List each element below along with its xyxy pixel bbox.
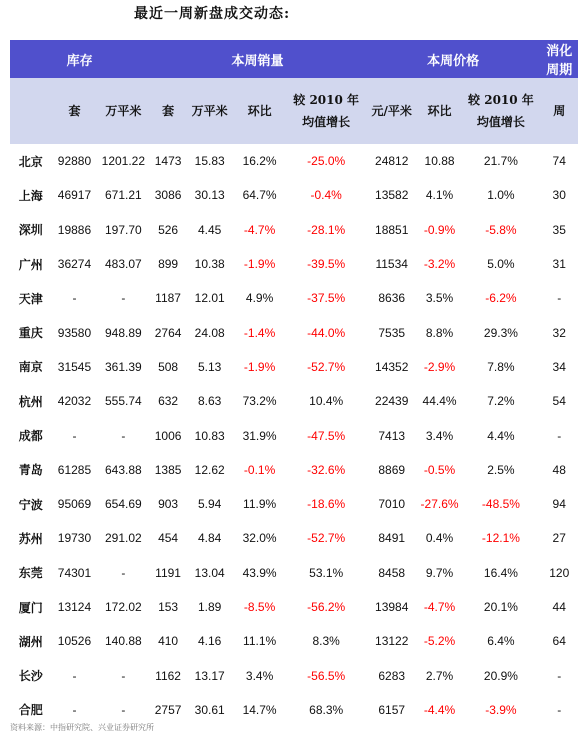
- price-cell: 22439: [375, 394, 409, 409]
- digest-cycle-cell: 48: [552, 462, 566, 477]
- price-vs2010-cell: 2.5%: [487, 462, 515, 477]
- sales-units-cell: 508: [158, 359, 179, 374]
- sales-area-cell: 30.13: [194, 188, 225, 203]
- table-row: [10, 384, 578, 418]
- table-row: [10, 658, 578, 692]
- inventory-units-cell: 19886: [57, 222, 92, 237]
- header-digest-cycle: 消化周期: [540, 40, 578, 78]
- sales-wow-cell: 14.7%: [242, 702, 277, 717]
- sales-units-cell: 1162: [155, 668, 181, 683]
- digest-cycle-cell: 35: [552, 222, 566, 237]
- page-title: 最近一周新盘成交动态:: [134, 6, 291, 22]
- sales-vs2010-cell: -18.6%: [307, 497, 346, 512]
- inventory-area-cell: 361.39: [105, 359, 142, 374]
- price-vs2010-cell: -5.8%: [485, 222, 517, 237]
- inventory-units-cell: 31545: [57, 359, 92, 374]
- price-cell: 8458: [378, 565, 406, 580]
- sales-area-cell: 30.61: [194, 702, 225, 717]
- sales-wow-cell: 11.9%: [243, 497, 277, 512]
- sales-units-cell: 1385: [154, 462, 182, 477]
- sales-units-cell: 1187: [155, 291, 181, 306]
- price-wow-cell: 0.4%: [425, 531, 454, 546]
- digest-cycle-cell: 64: [552, 634, 566, 649]
- sales-vs2010-cell: -56.2%: [307, 600, 346, 614]
- table-row: [10, 590, 578, 624]
- table-body: [10, 144, 578, 727]
- inventory-units-cell: 95069: [57, 497, 92, 512]
- sales-wow-cell: 4.9%: [245, 291, 274, 306]
- sales-wow-cell: 11.1%: [243, 634, 277, 649]
- subheader-city: [10, 78, 52, 144]
- inventory-area-cell: 555.74: [105, 394, 142, 409]
- price-wow-cell: -2.9%: [423, 359, 456, 374]
- sales-area-cell: 13.17: [194, 668, 225, 683]
- sales-units-cell: 2764: [154, 325, 182, 340]
- city-cell: 天津: [18, 291, 43, 306]
- inventory-area-cell: -: [121, 428, 126, 443]
- price-cell: 8869: [378, 462, 406, 477]
- digest-cycle-cell: 120: [549, 565, 570, 580]
- inventory-units-cell: 74301: [57, 565, 92, 580]
- digest-cycle-cell: -: [557, 291, 562, 306]
- price-cell: 7010: [378, 497, 406, 512]
- inventory-units-cell: 10526: [57, 634, 92, 649]
- price-cell: 13984: [375, 600, 409, 614]
- header-weekly-price: 本周价格: [366, 40, 541, 78]
- table-row: [10, 247, 578, 281]
- sales-vs2010-cell: -32.6%: [307, 462, 346, 477]
- table-row: [10, 624, 578, 658]
- sales-units-cell: 526: [158, 222, 179, 237]
- subheader-sales-area: 万平米: [187, 78, 233, 144]
- inventory-area-cell: 1201.22: [101, 154, 146, 169]
- sub-header-row: [10, 78, 578, 144]
- header-inventory: 库存: [10, 40, 149, 78]
- digest-cycle-cell: -: [557, 428, 562, 443]
- inventory-units-cell: -: [72, 291, 77, 306]
- sales-units-cell: 2757: [154, 702, 182, 717]
- source-footnote: 资料来源：中指研究院、兴业证券研究所: [10, 723, 154, 732]
- price-cell: 8636: [378, 291, 406, 306]
- price-wow-cell: -3.2%: [423, 257, 456, 272]
- sales-area-cell: 24.08: [194, 325, 225, 340]
- sales-vs2010-cell: 10.4%: [309, 394, 344, 409]
- inventory-area-cell: 654.69: [105, 497, 142, 512]
- table-row: [10, 281, 578, 315]
- subheader-sales-wow: 环比: [233, 78, 287, 144]
- city-cell: 长沙: [18, 669, 43, 684]
- price-vs2010-cell: 16.4%: [483, 565, 518, 580]
- sales-vs2010-cell: 53.1%: [309, 565, 344, 580]
- sales-units-cell: 454: [158, 531, 179, 546]
- city-cell: 厦门: [18, 600, 43, 615]
- inventory-area-cell: -: [121, 565, 126, 580]
- digest-cycle-cell: 31: [552, 257, 566, 272]
- inventory-area-cell: 948.89: [105, 325, 142, 340]
- inventory-area-cell: 643.88: [105, 462, 142, 477]
- city-cell: 东莞: [18, 566, 43, 581]
- price-cell: 6283: [378, 668, 406, 683]
- data-table: [10, 40, 578, 727]
- inventory-area-cell: -: [121, 668, 126, 683]
- subheader-sales-vs2010: 较 2010 年 均值增长: [287, 78, 366, 144]
- header-group-row: [10, 40, 578, 78]
- inventory-units-cell: 46917: [57, 188, 92, 203]
- sales-wow-cell: 31.9%: [242, 428, 277, 443]
- city-cell: 苏州: [18, 531, 43, 546]
- subheader-price-wow: 环比: [418, 78, 462, 144]
- price-cell: 13122: [375, 634, 409, 649]
- city-cell: 深圳: [18, 223, 43, 238]
- table-row: [10, 418, 578, 452]
- table-row: [10, 556, 578, 590]
- inventory-units-cell: 92880: [57, 154, 92, 169]
- city-cell: 成都: [18, 429, 43, 444]
- city-cell: 广州: [18, 257, 43, 272]
- inventory-area-cell: 197.70: [105, 222, 142, 237]
- price-wow-cell: 10.88: [424, 154, 455, 169]
- sales-wow-cell: 73.2%: [242, 394, 277, 409]
- sales-units-cell: 1473: [154, 154, 182, 169]
- table-row: [10, 144, 578, 178]
- subheader-price: 元/平米: [366, 78, 418, 144]
- price-wow-cell: -4.7%: [423, 600, 456, 614]
- sales-vs2010-cell: 68.3%: [309, 702, 344, 717]
- digest-cycle-cell: -: [557, 668, 562, 683]
- table-row: [10, 213, 578, 247]
- subheader-sales-units: 套: [149, 78, 186, 144]
- sales-vs2010-cell: -52.7%: [307, 531, 346, 546]
- price-vs2010-cell: -3.9%: [485, 702, 517, 717]
- sales-vs2010-cell: -28.1%: [307, 222, 346, 237]
- price-vs2010-cell: 5.0%: [487, 257, 515, 272]
- inventory-area-cell: 671.21: [105, 188, 142, 203]
- price-wow-cell: -27.6%: [420, 497, 459, 512]
- sales-wow-cell: -4.7%: [243, 222, 276, 237]
- digest-cycle-cell: 44: [552, 600, 566, 614]
- city-cell: 上海: [18, 188, 43, 203]
- header-weekly-sales: 本周销量: [149, 40, 365, 78]
- city-cell: 重庆: [18, 326, 43, 341]
- sales-units-cell: 903: [158, 497, 179, 512]
- table-row: [10, 453, 578, 487]
- sales-vs2010-cell: -47.5%: [307, 428, 346, 443]
- price-cell: 7413: [378, 428, 406, 443]
- inventory-units-cell: 13124: [57, 600, 92, 614]
- price-vs2010-cell: 1.0%: [487, 188, 515, 203]
- price-wow-cell: 3.4%: [425, 428, 454, 443]
- sales-wow-cell: 3.4%: [245, 668, 274, 683]
- price-wow-cell: 44.4%: [422, 394, 457, 409]
- city-cell: 北京: [18, 154, 43, 169]
- inventory-units-cell: -: [72, 428, 77, 443]
- sales-wow-cell: 64.7%: [242, 188, 277, 203]
- inventory-area-cell: 140.88: [105, 634, 142, 649]
- price-wow-cell: -5.2%: [423, 634, 456, 649]
- price-vs2010-cell: -48.5%: [481, 497, 520, 512]
- sales-area-cell: 8.63: [198, 394, 222, 409]
- price-vs2010-cell: 20.9%: [483, 668, 518, 683]
- price-cell: 24812: [375, 154, 409, 169]
- price-cell: 7535: [378, 325, 406, 340]
- inventory-units-cell: 36274: [57, 257, 92, 272]
- sales-area-cell: 4.16: [198, 634, 222, 649]
- inventory-area-cell: -: [121, 291, 126, 306]
- price-cell: 14352: [375, 359, 409, 374]
- sales-area-cell: 13.04: [194, 565, 225, 580]
- price-vs2010-cell: -6.2%: [485, 291, 517, 306]
- subheader-weeks: 周: [540, 78, 578, 144]
- sales-wow-cell: -1.9%: [243, 257, 276, 272]
- digest-cycle-cell: 54: [552, 394, 566, 409]
- price-vs2010-cell: 20.1%: [483, 600, 518, 614]
- table-row: [10, 315, 578, 349]
- sales-area-cell: 4.45: [198, 222, 222, 237]
- price-vs2010-cell: 7.8%: [487, 359, 515, 374]
- digest-cycle-cell: 30: [552, 188, 566, 203]
- inventory-area-cell: 172.02: [105, 600, 142, 614]
- inventory-units-cell: -: [72, 668, 77, 683]
- subheader-units: 套: [52, 78, 98, 144]
- city-cell: 宁波: [18, 497, 43, 512]
- city-cell: 合肥: [18, 703, 43, 718]
- sales-units-cell: 632: [158, 394, 179, 409]
- sales-wow-cell: -0.1%: [243, 462, 276, 477]
- digest-cycle-cell: 32: [552, 325, 566, 340]
- price-vs2010-cell: 29.3%: [483, 325, 518, 340]
- digest-cycle-cell: 34: [552, 359, 566, 374]
- price-vs2010-cell: -12.1%: [481, 531, 520, 546]
- sales-area-cell: 15.83: [194, 154, 225, 169]
- digest-cycle-cell: 74: [552, 154, 566, 169]
- sales-area-cell: 5.13: [198, 359, 222, 374]
- price-wow-cell: -0.5%: [423, 462, 456, 477]
- price-vs2010-cell: 6.4%: [487, 634, 515, 649]
- sales-vs2010-cell: -39.5%: [307, 257, 346, 272]
- city-cell: 青岛: [18, 463, 43, 478]
- price-wow-cell: 2.7%: [425, 668, 454, 683]
- sales-area-cell: 10.83: [194, 428, 225, 443]
- digest-cycle-cell: 27: [552, 531, 566, 546]
- sales-wow-cell: -1.4%: [243, 325, 276, 340]
- sales-units-cell: 1191: [155, 565, 181, 580]
- subheader-price-vs2010: 较 2010 年 均值增长: [461, 78, 540, 144]
- price-wow-cell: 8.8%: [425, 325, 454, 340]
- inventory-area-cell: -: [121, 702, 126, 717]
- sales-units-cell: 1006: [154, 428, 182, 443]
- table-row: [10, 178, 578, 212]
- price-wow-cell: 4.1%: [425, 188, 454, 203]
- inventory-area-cell: 483.07: [105, 257, 142, 272]
- inventory-units-cell: 61285: [57, 462, 92, 477]
- sales-vs2010-cell: -52.7%: [307, 359, 346, 374]
- sales-area-cell: 5.94: [198, 497, 222, 512]
- sales-area-cell: 10.38: [194, 257, 225, 272]
- price-cell: 6157: [378, 702, 406, 717]
- price-wow-cell: 9.7%: [425, 565, 454, 580]
- sales-units-cell: 899: [158, 257, 179, 272]
- sales-area-cell: 1.89: [198, 600, 222, 614]
- inventory-units-cell: 42032: [57, 394, 92, 409]
- sales-vs2010-cell: -44.0%: [307, 325, 346, 340]
- price-wow-cell: -4.4%: [423, 702, 456, 717]
- sales-vs2010-cell: -56.5%: [307, 668, 346, 683]
- sales-area-cell: 12.62: [194, 462, 225, 477]
- inventory-area-cell: 291.02: [105, 531, 142, 546]
- city-cell: 湖州: [18, 634, 43, 649]
- sales-wow-cell: 43.9%: [242, 565, 277, 580]
- price-vs2010-cell: 4.4%: [487, 428, 515, 443]
- subheader-area: 万平米: [97, 78, 149, 144]
- price-cell: 8491: [378, 531, 406, 546]
- sales-vs2010-cell: -37.5%: [307, 291, 346, 306]
- table-row: [10, 350, 578, 384]
- sales-wow-cell: 16.2%: [242, 154, 277, 169]
- city-cell: 南京: [18, 360, 43, 375]
- inventory-units-cell: 93580: [57, 325, 92, 340]
- sales-wow-cell: -8.5%: [243, 600, 276, 614]
- sales-wow-cell: 32.0%: [242, 531, 277, 546]
- city-cell: 杭州: [18, 394, 43, 409]
- table-row: [10, 487, 578, 521]
- sales-units-cell: 3086: [154, 188, 182, 203]
- price-cell: 11534: [375, 257, 408, 272]
- sales-vs2010-cell: -0.4%: [310, 188, 342, 203]
- digest-cycle-cell: -: [557, 702, 562, 717]
- sales-vs2010-cell: 8.3%: [312, 634, 340, 649]
- sales-units-cell: 153: [158, 600, 179, 614]
- price-wow-cell: 3.5%: [425, 291, 454, 306]
- sales-area-cell: 4.84: [198, 531, 222, 546]
- sales-units-cell: 410: [158, 634, 179, 649]
- table-row: [10, 521, 578, 555]
- price-cell: 18851: [375, 222, 409, 237]
- price-wow-cell: -0.9%: [423, 222, 456, 237]
- inventory-units-cell: 19730: [57, 531, 92, 546]
- sales-wow-cell: -1.9%: [243, 359, 276, 374]
- price-vs2010-cell: 7.2%: [487, 394, 515, 409]
- sales-vs2010-cell: -25.0%: [307, 154, 346, 169]
- sales-area-cell: 12.01: [194, 291, 225, 306]
- price-vs2010-cell: 21.7%: [483, 154, 518, 169]
- inventory-units-cell: -: [72, 702, 77, 717]
- digest-cycle-cell: 94: [552, 497, 566, 512]
- price-cell: 13582: [375, 188, 409, 203]
